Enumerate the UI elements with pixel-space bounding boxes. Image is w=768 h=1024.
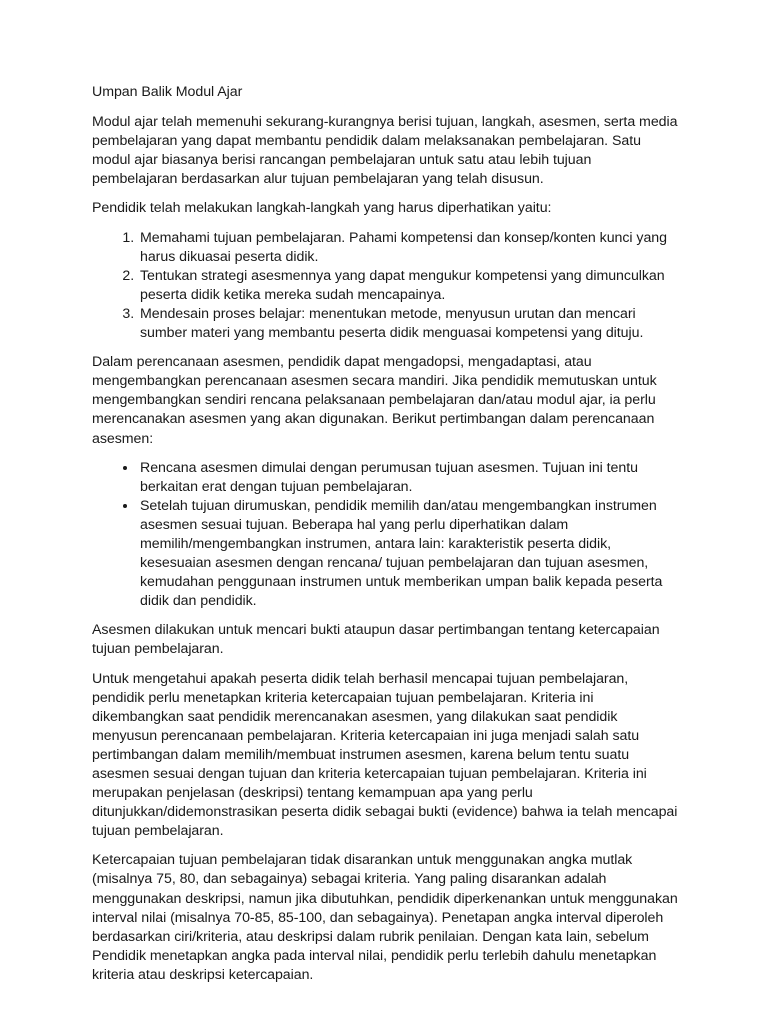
paragraph-assessment-purpose: Asesmen dilakukan untuk mencari bukti ataupun dasar pertimbangan tentang ketercapaian tujuan pembelajaran.: [92, 622, 660, 658]
paragraph-intro: Modul ajar telah memenuhi sekurang-kurangnya berisi tujuan, langkah, asesmen, serta media pembelajaran yang dapat membantu pendidik dalam melaksanakan pembelajaran. Satu modul ajar biasanya berisi rancangan pembelajaran untuk satu atau lebih tujuan pembelajaran berdasarkan alur tujuan pembelajaran yang telah disusun.: [92, 114, 678, 188]
list-item: • Rencana asesmen dimulai dengan perumusan tujuan asesmen. Tujuan ini tentu berkaitan erat dengan tujuan pembelajaran.: [138, 459, 680, 497]
considerations-list: [92, 459, 680, 612]
steps-list: [92, 229, 680, 344]
document-page: [92, 83, 680, 995]
list-item: 3. Mendesain proses belajar: menentukan metode, menyusun urutan dan mencari sumber materi yang membantu peserta didik menguasai kompetensi yang dituju.: [138, 305, 680, 343]
paragraph-steps-intro: Pendidik telah melakukan langkah-langkah yang harus diperhatikan yaitu:: [92, 200, 552, 217]
paragraph-assessment-planning: Dalam perencanaan asesmen, pendidik dapat mengadopsi, mengadaptasi, atau mengembangkan perencanaan asesmen secara mandiri. Jika pendidik memutuskan untuk mengembangkan sendiri rencana pelaksanaan pembelajaran dan/atau modul ajar, ia perlu merencanakan asesmen yang akan digunakan. Berikut pertimbangan dalam perencanaan asesmen:: [92, 354, 657, 447]
paragraph-interval: Ketercapaian tujuan pembelajaran tidak disarankan untuk menggunakan angka mutlak (misalnya 75, 80, dan sebagainya) sebagai kriteria. Yang paling disarankan adalah menggunakan deskripsi, namun jika dibutuhkan, pendidik diperkenankan untuk menggunakan interval nilai (misalnya 70-85, 85-100, dan sebagainya). Penetapan angka interval diperoleh berdasarkan ciri/kriteria, atau deskripsi dalam rubrik penilaian. Dengan kata lain, sebelum Pendidik menetapkan angka pada interval nilai, pendidik perlu terlebih dahulu menetapkan kriteria atau deskripsi ketercapaian.: [92, 852, 678, 983]
list-item: • Setelah tujuan dirumuskan, pendidik memilih dan/atau mengembangkan instrumen asesmen sesuai tujuan. Beberapa hal yang perlu diperhatikan dalam memilih/mengembangkan instrumen, antara lain: karakteristik peserta didik, kesesuaian asesmen dengan rencana/ tujuan pembelajaran dan tujuan asesmen, kemudahan penggunaan instrumen untuk memberikan umpan balik kepada peserta didik dan pendidik.: [138, 497, 680, 612]
paragraph-criteria: Untuk mengetahui apakah peserta didik telah berhasil mencapai tujuan pembelajaran, pendidik perlu menetapkan kriteria ketercapaian tujuan pembelajaran. Kriteria ini dikembangkan saat pendidik merencanakan asesmen, yang dilakukan saat pendidik menyusun perencanaan pembelajaran. Kriteria ketercapaian ini juga menjadi salah satu pertimbangan dalam memilih/membuat instrumen asesmen, karena belum tentu suatu asesmen sesuai dengan tujuan dan kriteria ketercapaian tujuan pembelajaran. Kriteria ini merupakan penjelasan (deskripsi) tentang kemampuan apa yang perlu ditunjukkan/didemonstrasikan peserta didik sebagai bukti (evidence) bahwa ia telah mencapai tujuan pembelajaran.: [92, 670, 678, 840]
list-item: 1. Memahami tujuan pembelajaran. Pahami kompetensi dan konsep/konten kunci yang harus dikuasai peserta didik.: [138, 229, 680, 267]
list-item: 2. Tentukan strategi asesmennya yang dapat mengukur kompetensi yang dimunculkan peserta didik ketika mereka sudah mencapainya.: [138, 267, 680, 305]
document-title: Umpan Balik Modul Ajar: [92, 84, 243, 100]
